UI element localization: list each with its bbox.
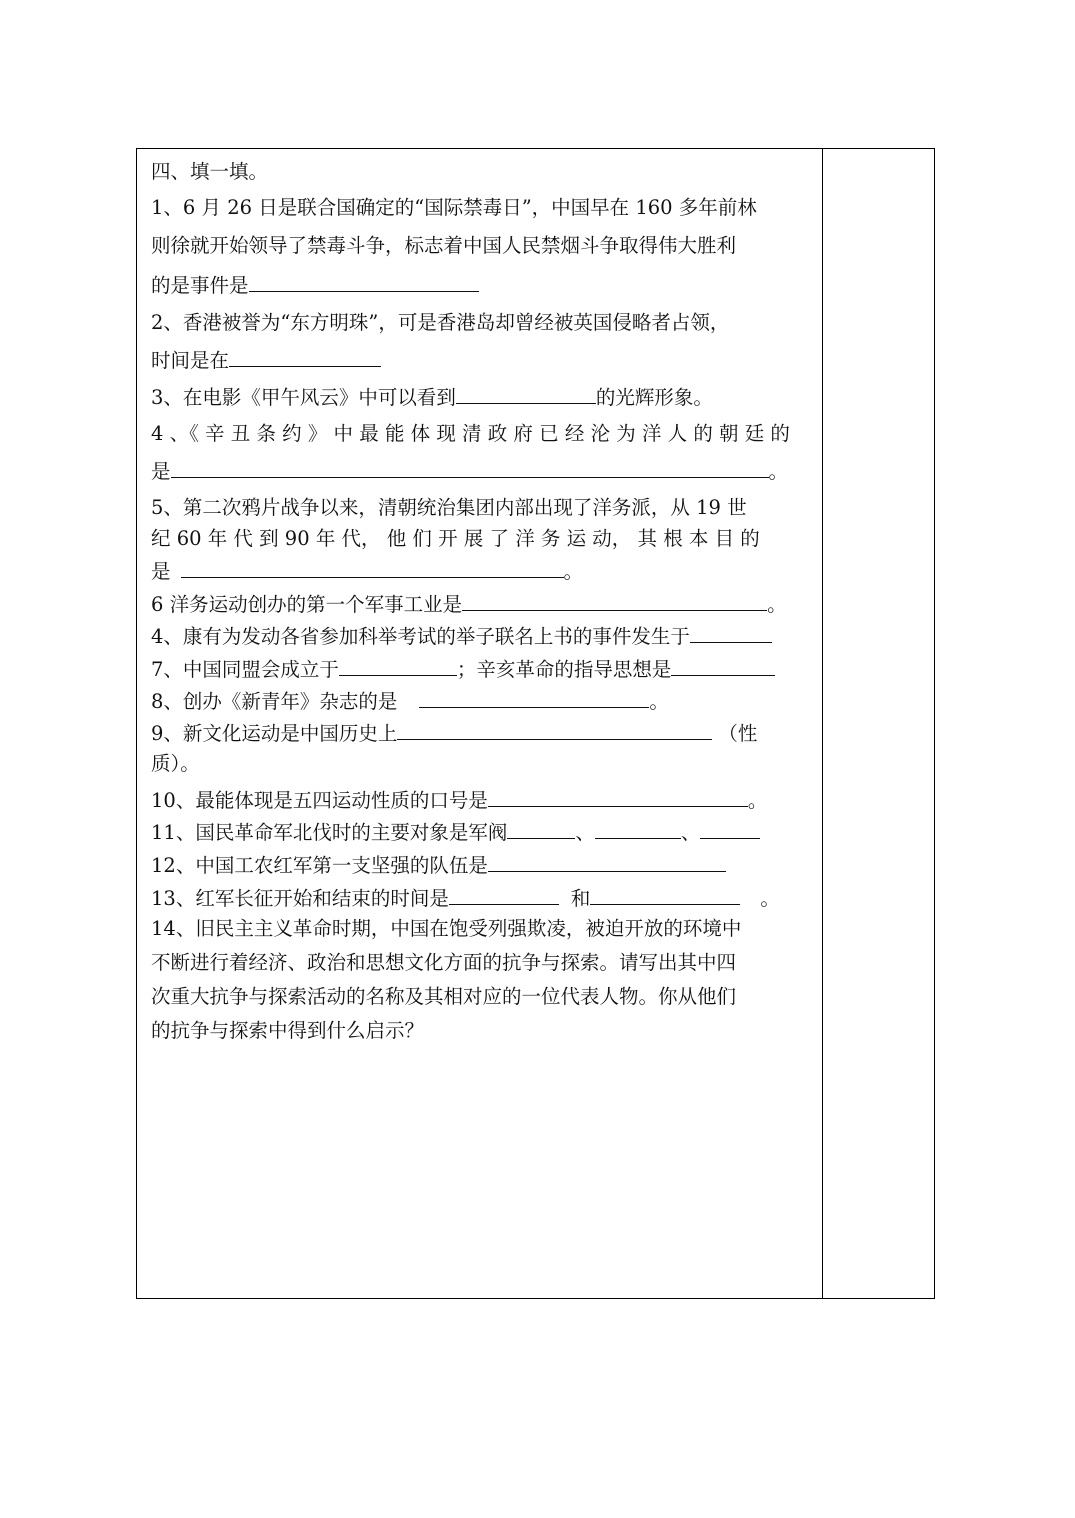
q6b-line (151, 618, 772, 652)
q2-blank[interactable] (229, 342, 381, 367)
q11-blank-3[interactable] (700, 814, 760, 839)
q11-blank-1[interactable] (507, 814, 575, 839)
q6-blank[interactable] (462, 586, 767, 611)
q4-line1: 4 、《 辛 丑 条 约 》 中 最 能 体 现 清 政 府 已 经 沦 为 洋 人 的 朝 廷 的 (151, 422, 790, 445)
q10-text: 10、最能体现是五四运动性质的口号是 (151, 789, 488, 812)
q7-line (151, 651, 775, 685)
q7-before: 7、中国同盟会成立于 (151, 658, 339, 681)
q11-text: 11、国民革命军北伐时的主要对象是军阀 (151, 821, 508, 844)
q11-line (151, 814, 760, 848)
q13-text: 13、红军长征开始和结束的时间是 (151, 887, 449, 910)
q9-blank[interactable] (397, 715, 712, 740)
q9-text: 9、新文化运动是中国历史上 (151, 722, 398, 745)
q14-line3: 次重大抗争与探索活动的名称及其相对应的一位代表人物。你从他们 (151, 985, 737, 1008)
q14-line4: 的抗争与探索中得到什么启示？ (151, 1019, 425, 1042)
q14-line2: 不断进行着经济、政治和思想文化方面的抗争与探索。请写出其中四 (151, 951, 737, 974)
q13-blank-2[interactable] (590, 880, 740, 905)
q5-end: 。 (563, 560, 584, 583)
q3-line (151, 379, 713, 413)
q12-line (151, 847, 726, 881)
q1-blank[interactable] (249, 267, 479, 292)
q9-line2: 质）。 (151, 752, 200, 775)
q14-line1: 14、旧民主主义革命时期，中国在饱受列强欺凌，被迫开放的环境中 (151, 917, 742, 940)
q6-line (151, 586, 787, 620)
q13-end: 。 (760, 887, 780, 910)
q8-text: 8、创办《新青年》杂志的是 (151, 690, 398, 713)
q1-line1: 1、6 月 26 日是联合国确定的“国际禁毒日”，中国早在 160 多年前林 (151, 196, 757, 219)
q5-text: 是 (151, 560, 171, 583)
q9-paren: （性 (718, 722, 758, 745)
q3-before: 3、在电影《甲午风云》中可以看到 (151, 386, 456, 409)
q2-text: 时间是在 (151, 349, 230, 372)
q3-after: 的光辉形象。 (595, 386, 713, 409)
q7-mid: ；辛亥革命的指导思想是 (456, 658, 672, 681)
q10-blank[interactable] (488, 782, 748, 807)
q11-sep2: 、 (680, 821, 701, 844)
q7-blank-1[interactable] (339, 651, 457, 676)
q4-text: 是 (151, 460, 171, 483)
q9-line1 (151, 715, 757, 749)
q13-blank-1[interactable] (449, 880, 559, 905)
q6b-blank[interactable] (690, 618, 772, 643)
q8-line (151, 683, 669, 717)
q10-line (151, 782, 767, 816)
q1-line2: 则徐就开始领导了禁毒斗争，标志着中国人民禁烟斗争取得伟大胜利 (151, 234, 737, 257)
q3-blank[interactable] (456, 379, 596, 404)
q6b-text: 4、康有为发动各省参加科举考试的举子联名上书的事件发生于 (151, 625, 690, 648)
q8-end: 。 (649, 690, 669, 713)
q14-answer-area[interactable] (151, 1054, 811, 1284)
q6-text: 6 洋务运动创办的第一个军事工业是 (151, 593, 463, 616)
worksheet-table (136, 148, 935, 1299)
q1-line3 (151, 267, 479, 301)
q2-line2 (151, 342, 381, 376)
q4-blank[interactable] (171, 453, 769, 478)
q12-text: 12、中国工农红军第一支坚强的队伍是 (151, 854, 488, 877)
column-divider (822, 149, 823, 1298)
q13-and: 和 (570, 887, 591, 910)
q11-sep1: 、 (575, 821, 595, 844)
section-title: 四、填一填。 (151, 160, 269, 183)
q8-blank[interactable] (419, 683, 649, 708)
q13-line (151, 880, 780, 914)
q7-blank-2[interactable] (671, 651, 775, 676)
q5-line2: 纪 60 年 代 到 90 年 代， 他 们 开 展 了 洋 务 运 动， 其 根 本 目 的 (151, 527, 760, 550)
q10-end: 。 (747, 789, 768, 812)
q6-end: 。 (767, 593, 787, 616)
q4-line2 (151, 453, 788, 487)
q5-line3 (151, 553, 583, 587)
q4-end: 。 (768, 460, 789, 483)
q2-line1: 2、香港被誉为“东方明珠”，可是香港岛却曾经被英国侵略者占领， (151, 311, 730, 334)
q5-line1: 5、第二次鸦片战争以来，清朝统治集团内部出现了洋务派，从 19 世 (151, 496, 747, 519)
q5-blank[interactable] (181, 553, 564, 578)
q1-text: 的是事件是 (151, 274, 249, 297)
q12-blank[interactable] (488, 847, 726, 872)
q11-blank-2[interactable] (595, 814, 681, 839)
